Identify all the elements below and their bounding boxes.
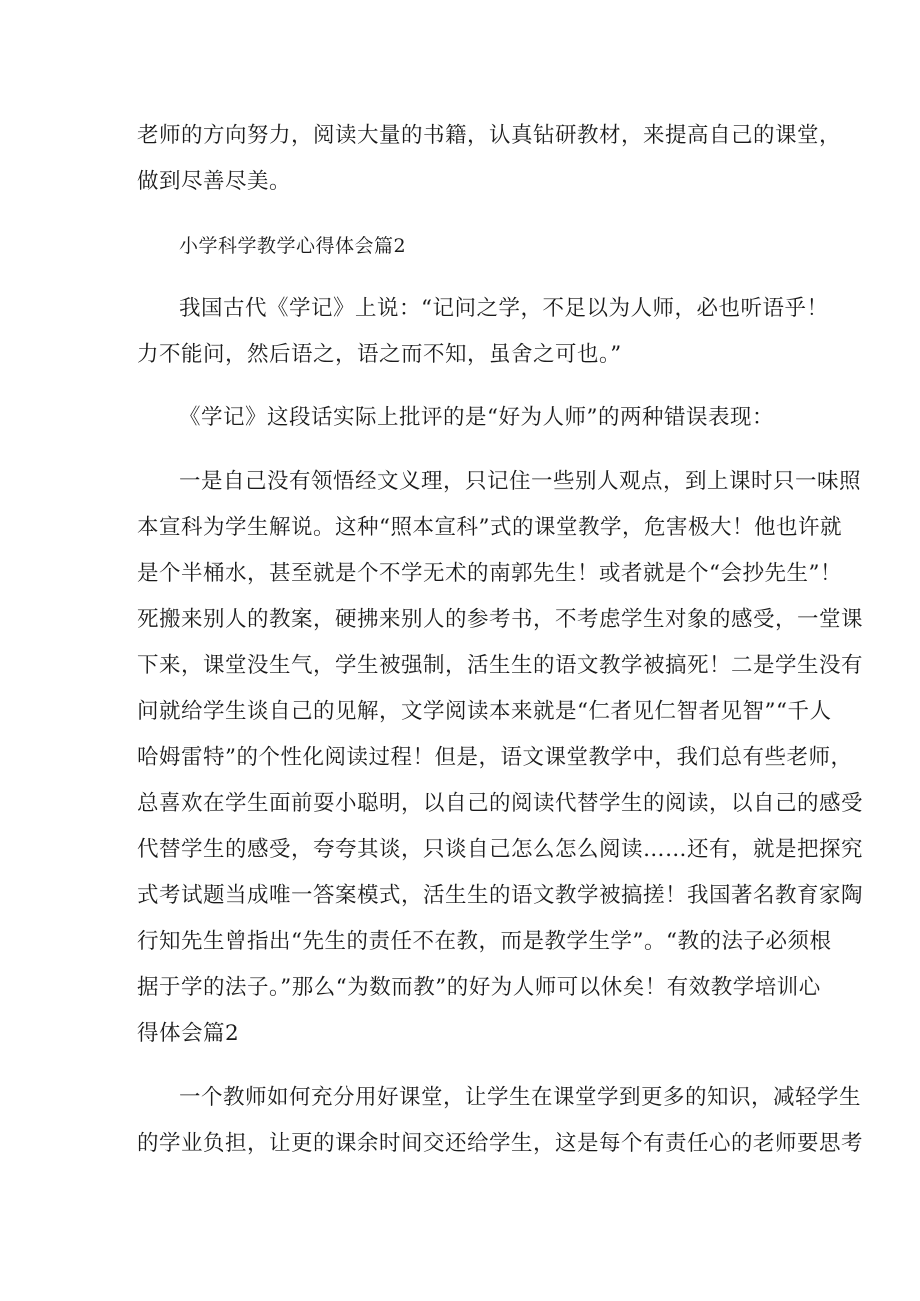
text-line: 式考试题当成唯一答案模式，活生生的语文教学被搞搓！我国著名教育家陶 [137,883,864,908]
text-line: 是个半桶水，甚至就是个不学无术的南郭先生！或者就是个“会抄先生”！ [137,561,842,586]
text-line: 的学业负担，让更的课余时间交还给学生，这是每个有责任心的老师要思考 [137,1131,864,1156]
text-line: 据于学的法子。”那么“为数而教”的好为人师可以休矣！有效教学培训心 [137,975,821,1000]
text-line: 本宣科为学生解说。这种“照本宣科”式的课堂教学，危害极大！他也许就 [137,515,842,540]
text-line: 代替学生的感受，夸夸其谈，只谈自己怎么怎么阅读……还有，就是把探究 [137,837,864,862]
text-line: 问就给学生谈自己的见解，文学阅读本来就是“仁者见仁智者见智”“千人 [137,699,832,724]
text-line: 得体会篇2 [137,1021,240,1046]
text-line: 力不能问，然后语之，语之而不知，虽舍之可也。” [137,342,622,367]
text-line: 我国古代《学记》上说：“记问之学，不足以为人师，必也听语乎！ [179,296,829,321]
section-heading: 小学科学教学心得体会篇2 [179,235,407,257]
text-line: 行知先生曾指出“先生的责任不在教，而是教学生学”。“教的法子必须根 [137,929,832,954]
text-line: 《学记》这段话实际上批评的是“好为人师”的两种错误表现： [179,405,774,430]
text-line: 死搬来别人的教案，硬拂来别人的参考书，不考虑学生对象的感受，一堂课 [137,607,864,632]
text-line: 一个教师如何充分用好课堂，让学生在课堂学到更多的知识，减轻学生 [179,1085,862,1110]
text-line: 哈姆雷特”的个性化阅读过程！但是，语文课堂教学中，我们总有些老师， [137,745,853,770]
text-line: 总喜欢在学生面前耍小聪明，以自己的阅读代替学生的阅读，以自己的感受 [137,791,864,816]
text-line: 一是自己没有领悟经文义理，只记住一些别人观点，到上课时只一味照 [179,469,862,494]
text-line: 做到尽善尽美。 [137,169,292,194]
text-line: 老师的方向努力，阅读大量的书籍，认真钻研教材，来提高自己的课堂， [137,123,842,148]
text-line: 下来，课堂没生气，学生被强制，活生生的语文教学被搞死！二是学生没有 [137,653,864,678]
